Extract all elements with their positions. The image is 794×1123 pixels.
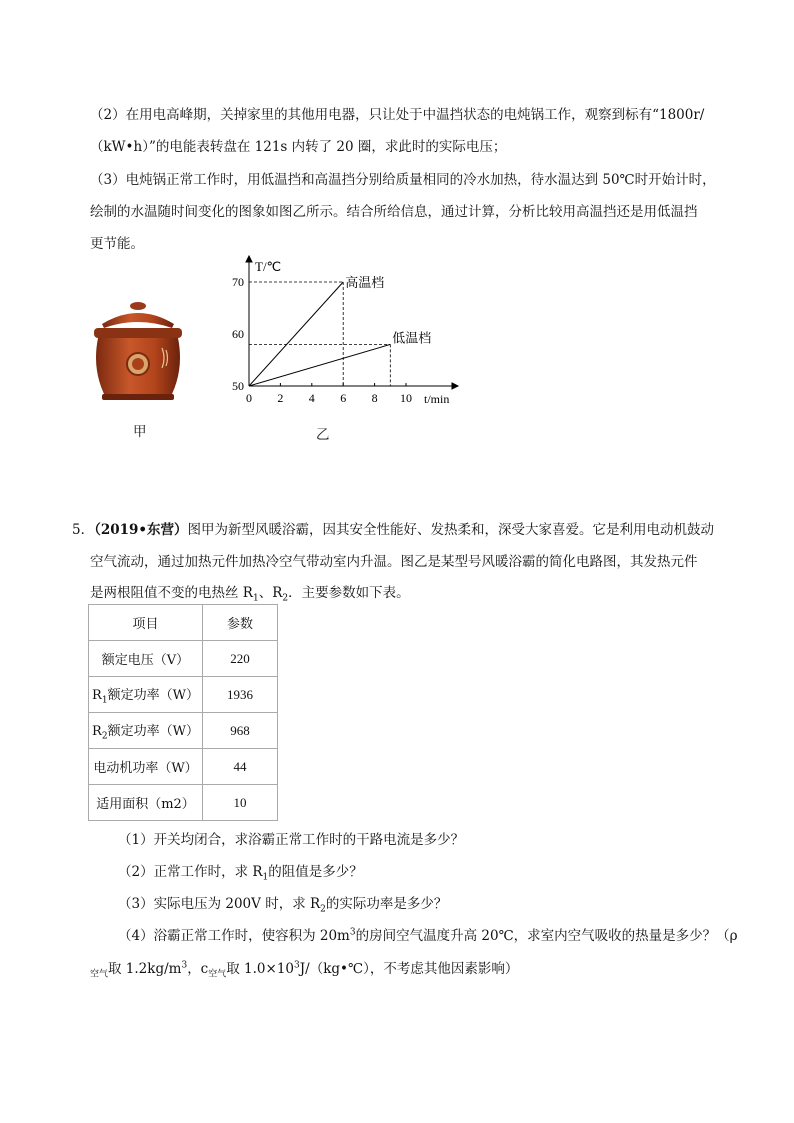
q5-sub4-sup: 3: [349, 927, 356, 938]
q5-line2: 空气流动，通过加热元件加热冷空气带动室内升温。图乙是某型号风暖浴霸的简化电路图，其发热元件: [90, 554, 698, 570]
q5-text1: 图甲为新型风暖浴霸，因其安全性能好、发热柔和，深受大家喜爱。它是利用电动机鼓动: [187, 522, 715, 538]
table-row: [89, 677, 278, 713]
q5-number: 5．: [72, 522, 95, 538]
table-header-row: [89, 605, 278, 641]
q5-sub4-line2: [90, 957, 518, 980]
q5-sub4-a: （4）浴霸正常工作时，使容积为 20m: [118, 928, 350, 944]
row-item: 电动机功率（W）: [89, 749, 203, 785]
row-value: 1936: [203, 677, 278, 713]
row-value: 968: [203, 713, 278, 749]
y-tick-label: 50: [232, 379, 244, 393]
y-axis-label: T/℃: [255, 259, 282, 274]
q5-line3-c: ．主要参数如下表。: [288, 585, 410, 601]
row-item-post: 额定功率（W）: [107, 723, 199, 739]
q5-sub3: [118, 892, 447, 915]
row-item: [89, 677, 203, 713]
x-axis-label: t/min: [424, 392, 450, 406]
q5-sub4-d-sub: 空气: [208, 969, 227, 980]
q5-sub2-a: （2）正常工作时，求 R: [118, 864, 263, 880]
q5-sub4-f: J/（kg•℃），不考虑其他因素影响）: [299, 961, 519, 977]
y-tick-label: 60: [232, 327, 244, 341]
temperature-time-graph: [220, 255, 460, 415]
series-label: 高温档: [345, 276, 385, 291]
row-item-sub: 2: [101, 731, 108, 742]
q4-part2-line2: （kW•h）”的电能表转盘在 121s 内转了 20 圈，求此时的实际电压；: [90, 139, 507, 155]
q5-line3: [90, 581, 410, 604]
q5-sub4-e: 取 1.0×10: [226, 961, 295, 977]
series-line: [249, 282, 343, 386]
x-tick-label: 8: [371, 391, 378, 405]
q4-part3-line1: （3）电炖锅正常工作时，用低温挡和高温挡分别给质量相同的冷水加热，待水温达到 50℃时开始计时，: [90, 172, 716, 188]
electric-cooker-illustration: [88, 298, 188, 408]
parameter-table: [88, 604, 278, 821]
q5-sub4-line1: [118, 924, 738, 944]
q4-part3-line3: 更节能。: [90, 236, 144, 252]
row-value: 10: [203, 785, 278, 821]
q5-sub2: [118, 860, 363, 883]
x-tick-label: 2: [277, 391, 284, 405]
row-value: 44: [203, 749, 278, 785]
x-tick-label: 4: [308, 391, 315, 405]
q5-line3-sub2: 2: [282, 593, 289, 604]
table-row: [89, 713, 278, 749]
q5-sub4-c: 取 1.2kg/m: [108, 961, 182, 977]
table-row: [89, 641, 278, 677]
q5-sub4-b: 的房间空气温度升高 20℃，求室内空气吸收的热量是多少？（ρ: [355, 928, 738, 944]
row-item: [89, 713, 203, 749]
header-item: 项目: [89, 605, 203, 641]
caption-yi: 乙: [316, 427, 330, 443]
header-param: 参数: [203, 605, 278, 641]
row-item-pre: R: [92, 723, 102, 739]
q5-line3-sub1: 1: [252, 593, 259, 604]
q5-sub4-e-sup: 3: [294, 960, 300, 971]
row-item: 适用面积（m2）: [89, 785, 203, 821]
series-line: [249, 344, 390, 386]
row-item-post: 额定功率（W）: [107, 687, 199, 703]
row-item: 额定电压（V）: [89, 641, 203, 677]
x-tick-label: 10: [400, 391, 412, 405]
q5-sub2-sub: 1: [262, 872, 269, 883]
q5-line3-a: 是两根阻值不变的电热丝 R: [90, 585, 253, 601]
q5-sub3-a: （3）实际电压为 200V 时，求 R: [118, 896, 321, 912]
q5-sub1: （1）开关均闭合，求浴霸正常工作时的干路电流是多少？: [118, 832, 465, 848]
q5-sub4-c-sub: 空气: [90, 969, 109, 980]
q5-sub2-b: 的阻值是多少？: [268, 864, 363, 880]
q5-sub3-b: 的实际功率是多少？: [325, 896, 448, 912]
row-item-pre: R: [92, 687, 102, 703]
q5-line1: [72, 518, 714, 538]
x-tick-label: 6: [340, 391, 347, 405]
y-axis-arrow: [246, 256, 252, 262]
q5-line3-b: 、R: [258, 585, 283, 601]
q5-source: （2019•东营）: [94, 522, 188, 538]
table-row: [89, 749, 278, 785]
table-row: [89, 785, 278, 821]
q4-part3-line2: 绘制的水温随时间变化的图象如图乙所示。结合所给信息，通过计算，分析比较用高温挡还是用低温挡: [90, 204, 698, 220]
q4-part2-line1: （2）在用电高峰期，关掉家里的其他用电器，只让处于中温挡状态的电炖锅工作，观察到标有“1800r/: [90, 107, 705, 123]
row-item-sub: 1: [101, 695, 108, 706]
series-label: 低温档: [392, 331, 432, 347]
caption-jia: 甲: [133, 424, 147, 440]
q5-sub4-d: ，c: [187, 961, 209, 977]
q5-sub3-sub: 2: [320, 904, 326, 915]
x-tick-label: 0: [246, 391, 252, 405]
row-value: 220: [203, 641, 278, 677]
q5-sub4-c-sup: 3: [181, 960, 188, 971]
y-tick-label: 70: [232, 275, 244, 289]
x-axis-arrow: [452, 383, 458, 389]
